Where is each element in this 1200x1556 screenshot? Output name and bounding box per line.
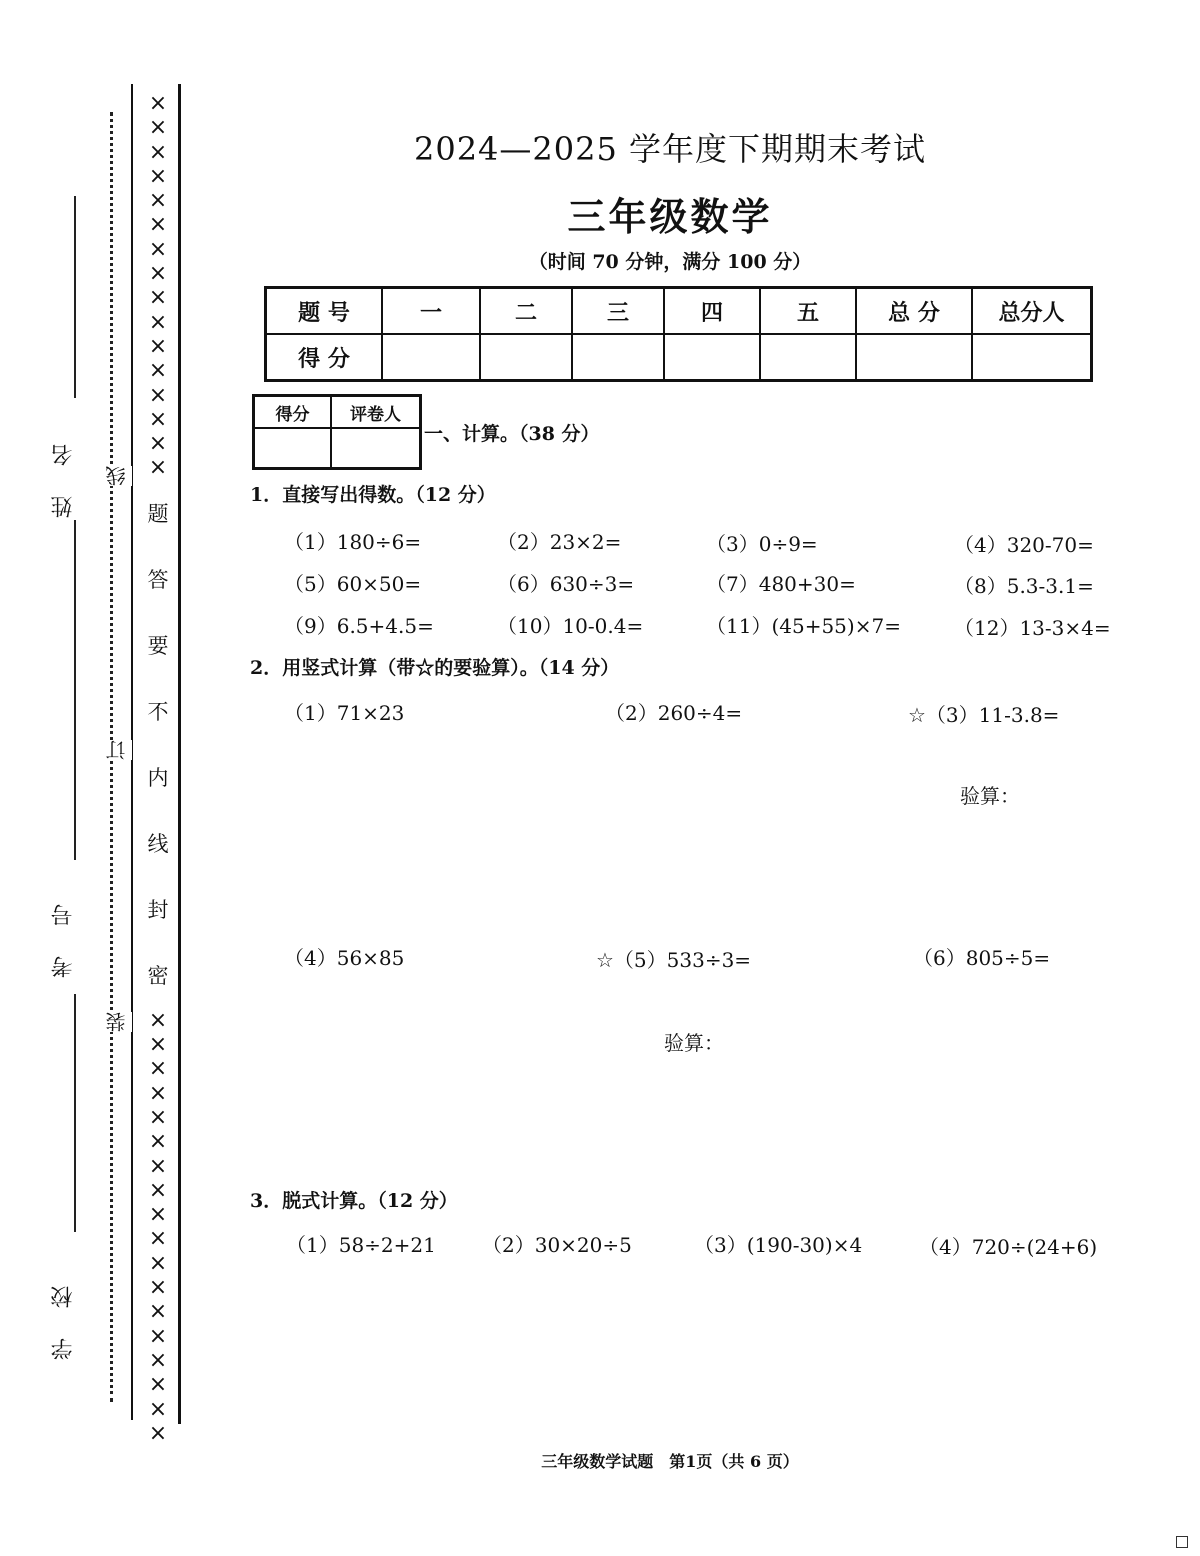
- oral-item: （6）630÷3=: [497, 572, 635, 596]
- score-table-header-cell: 五: [760, 288, 856, 335]
- seal-char: 封: [147, 897, 169, 922]
- binding-word-zhuang: 装: [102, 1012, 132, 1032]
- score-table-header-cell: 四: [664, 288, 760, 335]
- oral-item: （3）0÷9=: [706, 532, 818, 556]
- oral-item: （2）23×2=: [497, 530, 622, 554]
- check-label: 验算：: [960, 784, 1020, 808]
- exam-title: 2024—2025 学年度下期期末考试: [413, 130, 927, 168]
- oral-item: （9）6.5+4.5=: [284, 614, 434, 638]
- seal-char: 不: [147, 699, 169, 724]
- step-calc-item: （3）(190-30)×4: [694, 1233, 863, 1257]
- score-table-score-row: [266, 334, 1092, 381]
- score-table: [264, 286, 1093, 382]
- binding-word-ding: 订: [102, 740, 132, 760]
- oral-item: （5）60×50=: [284, 572, 422, 596]
- grader-name-entry[interactable]: [331, 428, 421, 469]
- seal-char: 密: [147, 963, 169, 988]
- oral-item: （8）5.3-3.1=: [954, 574, 1094, 598]
- vertical-calc-item: （1）71×23: [284, 701, 405, 725]
- score-table-header-cell: 一: [382, 288, 480, 335]
- score-table-header-cell: 总 分: [856, 288, 972, 335]
- part3-title: 3．脱式计算。（12 分）: [250, 1190, 458, 1212]
- school-field-label: 学校: [51, 1256, 76, 1360]
- seal-char: 线: [147, 831, 169, 856]
- score-table-header-cell: 三: [572, 288, 664, 335]
- vertical-calc-item: ☆（5）533÷3=: [596, 948, 752, 972]
- score-table-header-cell: 总分人: [972, 288, 1092, 335]
- score-entry-cell[interactable]: [972, 334, 1092, 381]
- seal-char: 内: [147, 765, 169, 790]
- score-table-header-cell: 二: [480, 288, 572, 335]
- binding-word-line: 线: [102, 466, 132, 486]
- oral-item: （11）(45+55)×7=: [706, 614, 901, 638]
- seal-char: 答: [147, 567, 169, 592]
- oral-item: （7）480+30=: [706, 572, 856, 596]
- section-title: 一、计算。（38 分）: [424, 423, 600, 445]
- oral-item: （1）180÷6=: [284, 530, 422, 554]
- name-field-label: 姓名: [51, 414, 76, 518]
- oral-item: （12）13-3×4=: [954, 616, 1111, 640]
- oral-item: （10）10-0.4=: [497, 614, 644, 638]
- exam-id-field-label: 考号: [51, 874, 76, 978]
- step-calc-item: （1）58÷2+21: [286, 1233, 436, 1257]
- margin-rule-outer: [178, 84, 181, 1424]
- qr-code-icon: [1176, 1536, 1188, 1548]
- seal-char: 要: [147, 633, 169, 658]
- grader-name-label: 评卷人: [331, 396, 421, 429]
- subject-title: 三年级数学: [567, 195, 773, 239]
- score-entry-cell[interactable]: [572, 334, 664, 381]
- score-table-header-row: [266, 288, 1092, 335]
- page-footer: 三年级数学试题 第1页（共 6 页）: [541, 1452, 799, 1471]
- score-row-label: 得 分: [266, 334, 383, 381]
- grader-score-entry[interactable]: [254, 428, 332, 469]
- vertical-calc-item: （4）56×85: [284, 946, 405, 970]
- seal-char: 题: [147, 501, 169, 526]
- check-label: 验算：: [664, 1031, 724, 1055]
- score-entry-cell[interactable]: [480, 334, 572, 381]
- step-calc-item: （4）720÷(24+6): [919, 1235, 1098, 1259]
- score-entry-cell[interactable]: [760, 334, 856, 381]
- score-entry-cell[interactable]: [856, 334, 972, 381]
- name-underline: [74, 196, 76, 398]
- seal-x-run-top: ××××××××××××××××: [148, 91, 168, 481]
- grader-score-label: 得分: [254, 396, 332, 429]
- part1-title: 1．直接写出得数。（12 分）: [250, 484, 496, 506]
- vertical-calc-item: ☆（3）11-3.8=: [908, 703, 1060, 727]
- grader-box: [252, 394, 422, 470]
- part2-title: 2．用竖式计算（带☆的要验算）。（14 分）: [250, 657, 620, 679]
- school-underline: [74, 994, 76, 1232]
- oral-item: （4）320-70=: [954, 533, 1094, 557]
- seal-x-run-bottom: ××××××××××××××××××: [148, 1007, 168, 1446]
- vertical-calc-item: （2）260÷4=: [605, 701, 743, 725]
- seal-marks-column: [143, 92, 173, 1446]
- exam-meta: （时间 70 分钟，满分 100 分）: [528, 251, 812, 273]
- vertical-calc-item: （6）805÷5=: [913, 946, 1051, 970]
- score-table-header-cell: 题 号: [266, 288, 383, 335]
- score-entry-cell[interactable]: [664, 334, 760, 381]
- exam-id-underline: [74, 520, 76, 860]
- score-entry-cell[interactable]: [382, 334, 480, 381]
- step-calc-item: （2）30×20÷5: [482, 1233, 632, 1257]
